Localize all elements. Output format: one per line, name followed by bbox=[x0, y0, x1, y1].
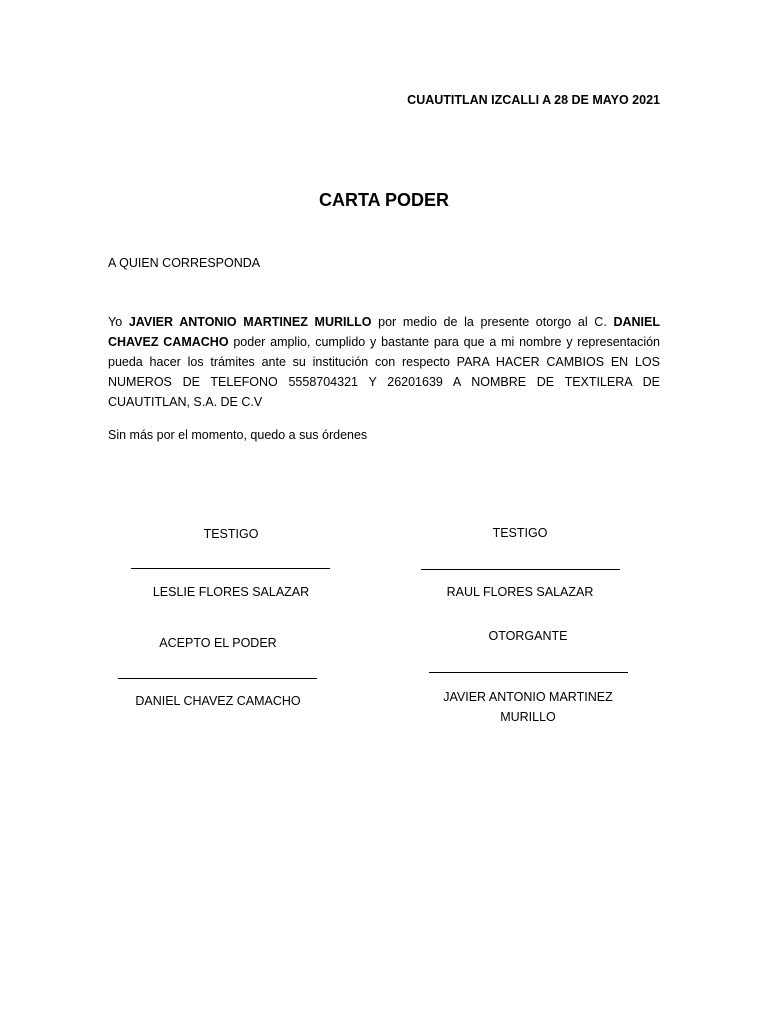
closing-line: Sin más por el momento, quedo a sus órdenes bbox=[108, 428, 368, 442]
accepts-signature-line bbox=[118, 678, 317, 679]
witness-right-name: RAUL FLORES SALAZAR bbox=[446, 585, 594, 599]
grantor-name-line-2: MURILLO bbox=[500, 710, 556, 724]
grantor-name-line-1: JAVIER ANTONIO MARTINEZ bbox=[443, 690, 613, 704]
document-date: CUAUTITLAN IZCALLI A 28 DE MAYO 2021 bbox=[407, 93, 660, 107]
grantor-signature-line bbox=[429, 672, 628, 673]
proxy-name-inline: DANIEL CHAVEZ CAMACHO bbox=[108, 315, 660, 349]
greeting: A QUIEN CORRESPONDA bbox=[108, 256, 261, 270]
body-text-intro: Yo bbox=[108, 315, 129, 329]
body-text-middle: por medio de la presente otorgo al C. bbox=[371, 315, 614, 329]
accepts-name: DANIEL CHAVEZ CAMACHO bbox=[135, 694, 301, 708]
witness-right-role: TESTIGO bbox=[492, 526, 548, 540]
grantor-role: OTORGANTE bbox=[488, 629, 568, 643]
witness-right-signature-line bbox=[421, 569, 620, 570]
witness-left-signature-line bbox=[131, 568, 330, 569]
witness-left-role: TESTIGO bbox=[203, 527, 259, 541]
grantor-name bbox=[428, 687, 628, 727]
grantor-name-inline: JAVIER ANTONIO MARTINEZ MURILLO bbox=[128, 315, 372, 329]
accepts-role: ACEPTO EL PODER bbox=[159, 636, 277, 650]
body-text-rest: poder amplio, cumplido y bastante para que a mi nombre y representación pueda hacer los trámites ante su institución con respecto PARA HACER CAMBIOS EN LOS NUMEROS DE TELEFONO 5558704321 Y 26201639 A NOMBRE DE TEXTILERA DE CUAUTITLAN, S.A. DE C.V bbox=[108, 335, 660, 409]
body-paragraph bbox=[108, 312, 660, 412]
document-title: CARTA PODER bbox=[319, 190, 449, 210]
witness-left-name: LESLIE FLORES SALAZAR bbox=[152, 585, 310, 599]
